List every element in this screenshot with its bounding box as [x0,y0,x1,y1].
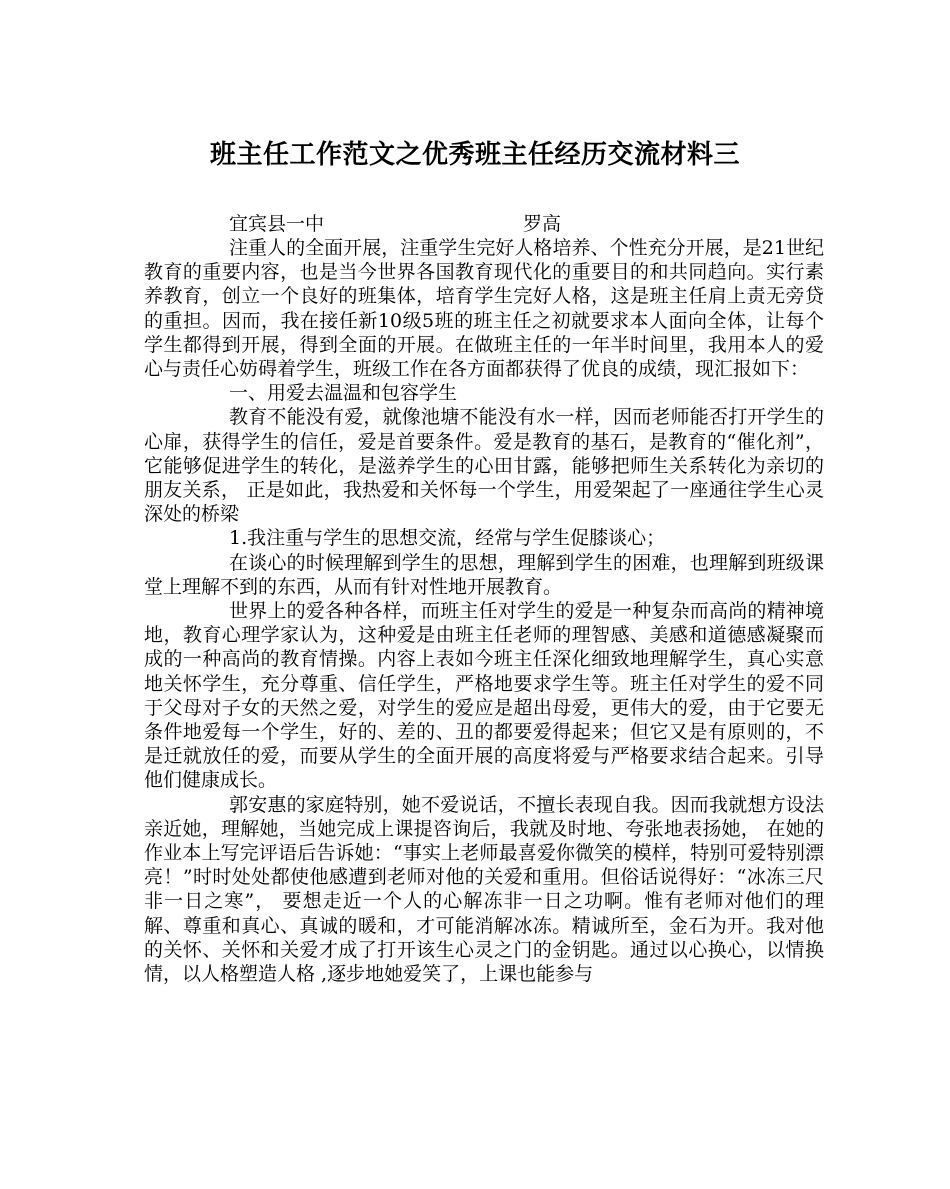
paragraph: 世界上的爱各种各样，而班主任对学生的爱是一种复杂而高尚的精神境地，教育心理学家认为，这种爱是由班主任老师的理智感、美感和道德感凝聚而成的一种高尚的教育情操。内容上表如今班主任深化细致地理解学生，真心实意地关怀学生，充分尊重、信任学生，严格地要求学生等。班主任对学生的爱不同于父母对子女的天然之爱，对学生的爱应是超出母爱，更伟大的爱，由于它要无条件地爱每一个学生，好的、差的、丑的都要爱得起来；但它又是有原则的，不是迁就放任的爱，而要从学生的全面开展的高度将爱与严格要求结合起来。引导他们健康成长。 [144,600,824,792]
numbered-item: 1.我注重与学生的思想交流，经常与学生促膝谈心； [229,527,666,550]
paragraph: 教育不能没有爱，就像池塘不能没有水一样，因而老师能否打开学生的心扉，获得学生的信任，爱是首要条件。爱是教育的基石，是教育的“催化剂”，它能够促进学生的转化，是滋养学生的心田甘露，能够把师生关系转化为亲切的朋友关系， 正是如此，我热爱和关怀每一个学生，用爱架起了一座通往学生心灵深处的桥梁 [144,406,824,526]
paragraph: 注重人的全面开展，注重学生完好人格培养、个性充分开展，是21世纪教育的重要内容，也是当今世界各国教育现代化的重要目的和共同趋向。实行素养教育，创立一个良好的班集体，培育学生完好人格，这是班主任肩上责无旁贷的重担。因而，我在接任新10级5班的班主任之初就要求本人面向全体，让每个学生都得到开展，得到全面的开展。在做班主任的一年半时间里，我用本人的爱心与责任心妨碍着学生，班级工作在各方面都获得了优良的成绩，现汇报如下： [144,237,824,381]
paragraph: 在谈心的时候理解到学生的思想，理解到学生的困难，也理解到班级课堂上理解不到的东西，从而有针对性地开展教育。 [144,551,824,598]
paragraph: 郭安惠的家庭特别，她不爱说话，不擅长表现自我。因而我就想方设法亲近她，理解她，当她完成上课提咨询后，我就及时地、夸张地表扬她， 在她的作业本上写完评语后告诉她：“事实上老师最喜爱你微笑的模样，特别可爱特别漂亮！”时时处处都使他感遭到老师对他的关爱和重用。但俗话说得好：“冰冻三尺非一日之寒”， 要想走近一个人的心解冻非一日之功啊。惟有老师对他们的理解、尊重和真心、真诚的暖和，才可能消解冰冻。精诚所至，金石为开。我对他的关怀、关怀和关爱才成了打开该生心灵之门的金钥匙。通过以心换心，以情换情，以人格塑造人格 ,逐步地她爱笑了，上课也能参与 [144,793,824,986]
document-body [144,236,824,986]
author-line [229,209,561,236]
document-title: 班主任工作范文之优秀班主任经历交流材料三 [209,140,740,170]
school-name: 宜宾县一中 [229,213,325,235]
author-name: 罗高 [523,213,562,235]
section-heading: 一、用爱去温温和包容学生 [229,382,458,405]
